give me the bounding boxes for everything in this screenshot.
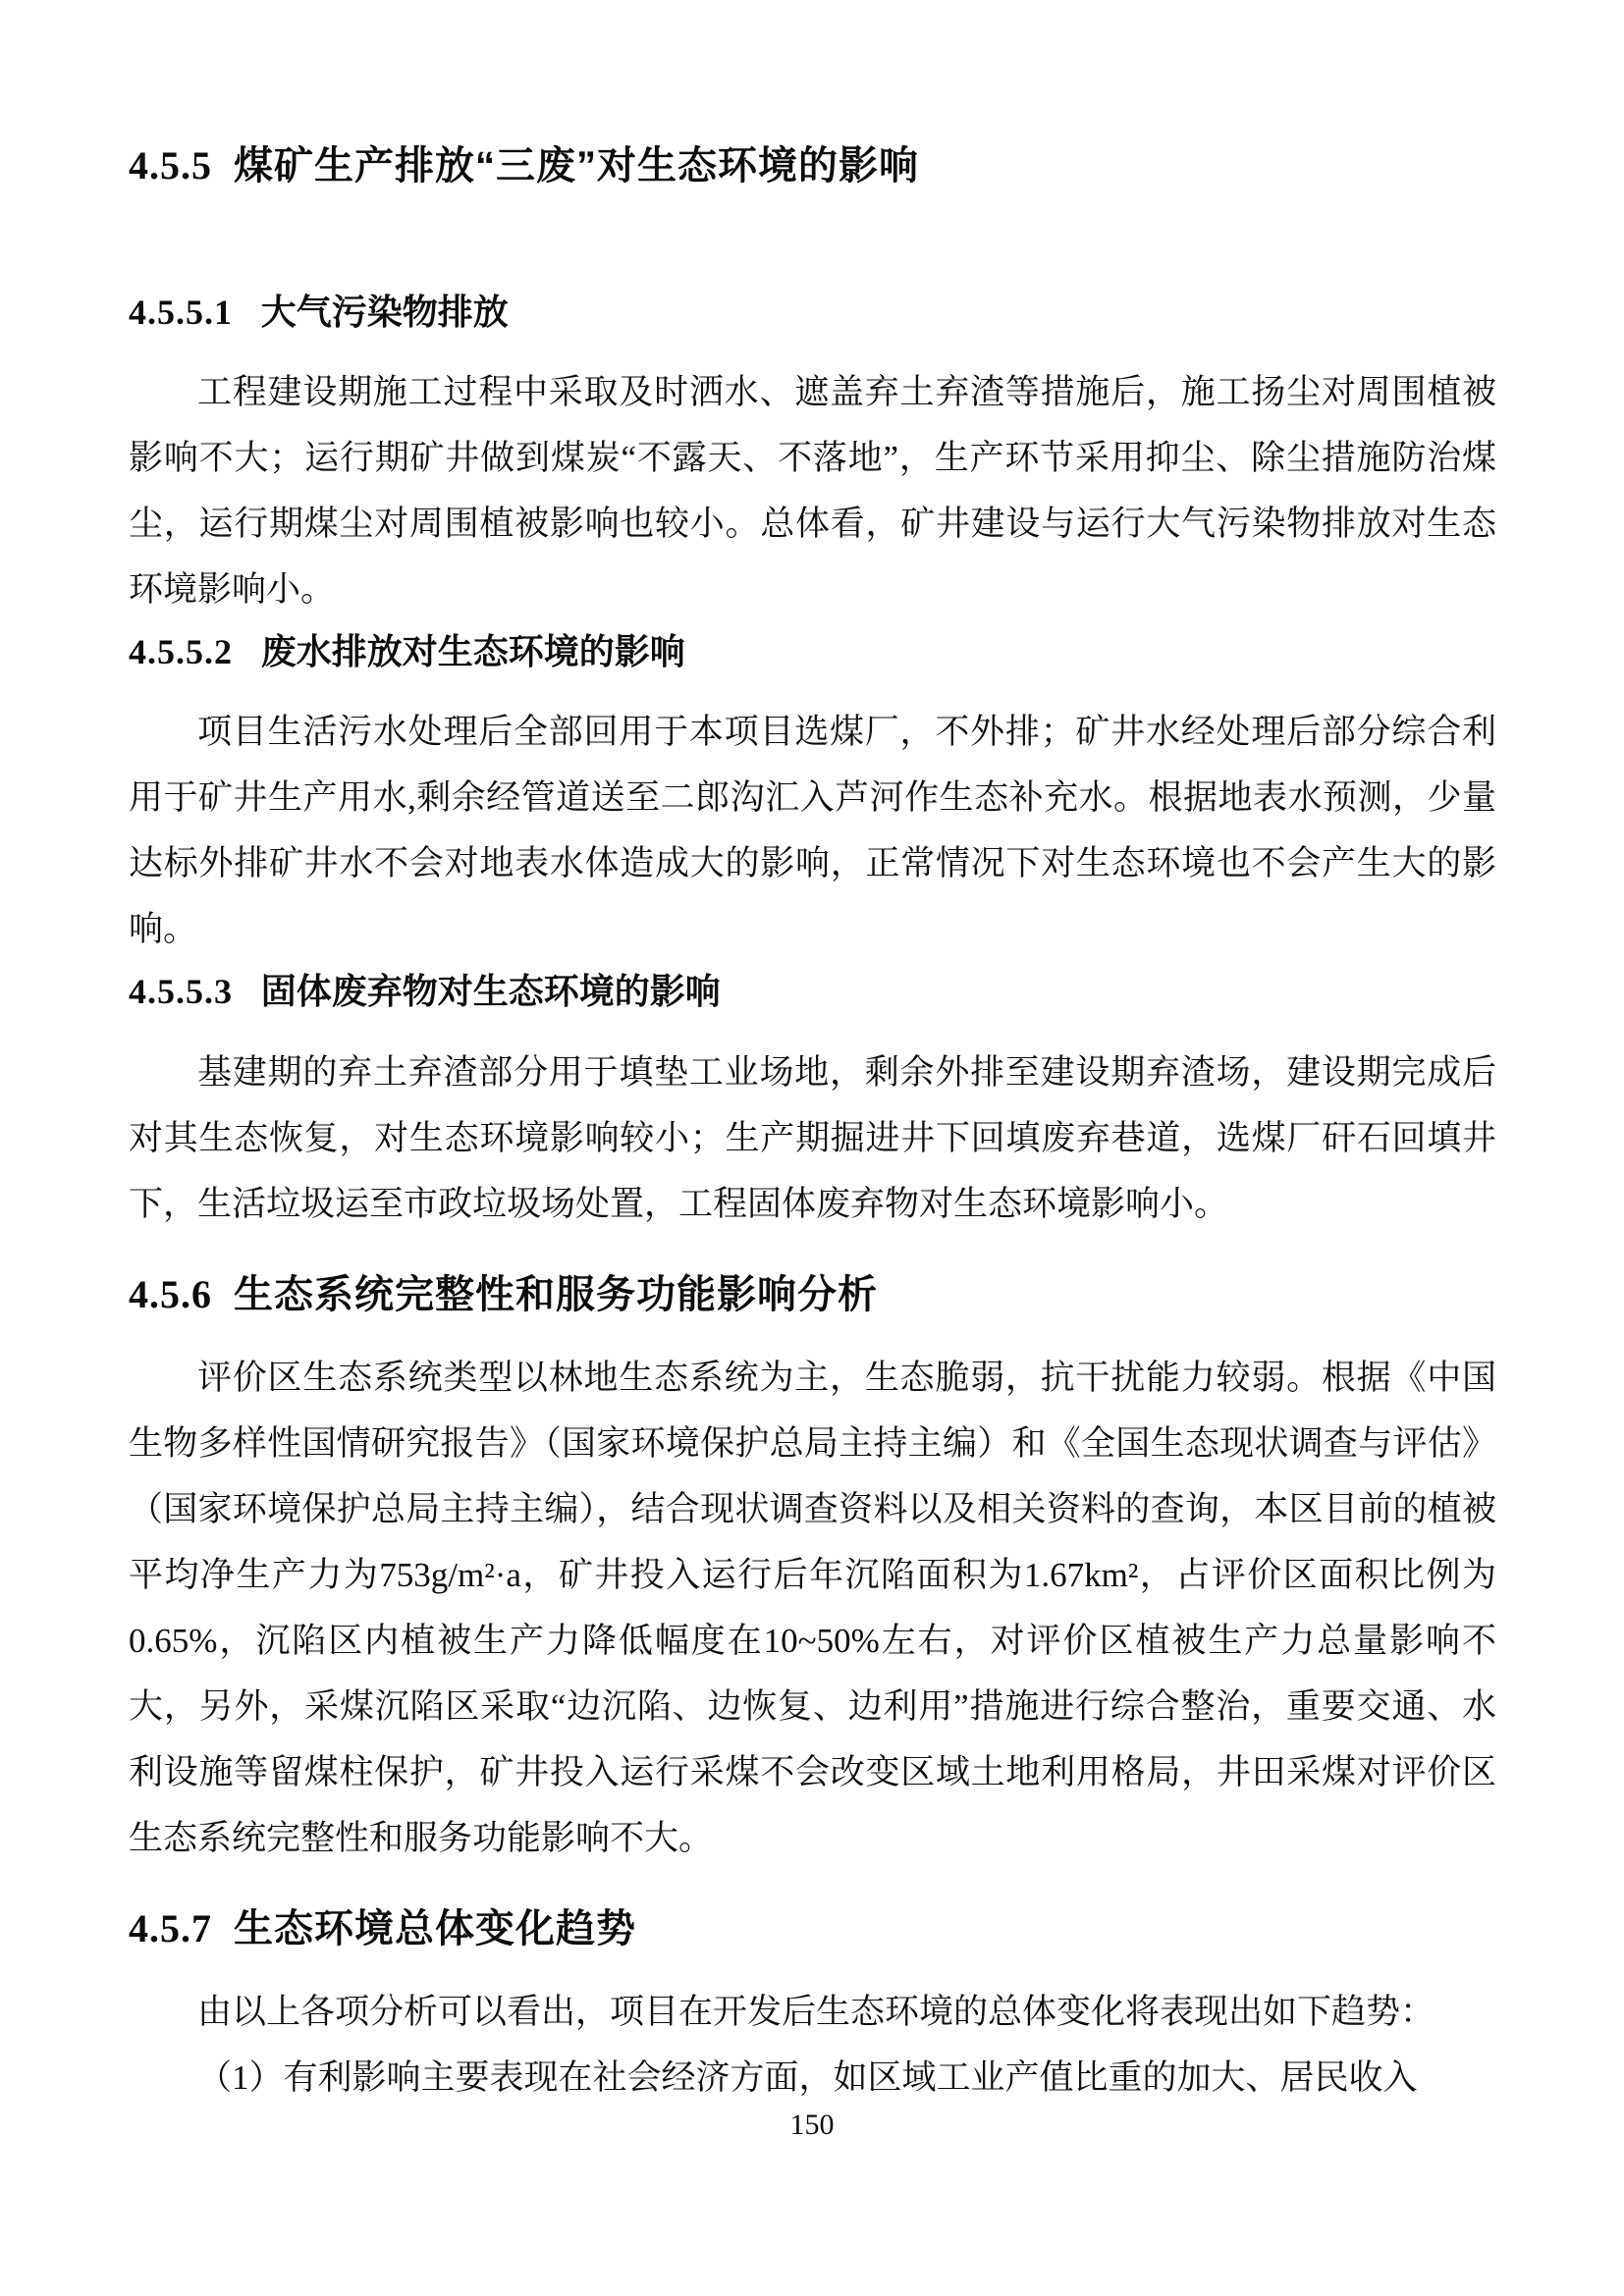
paragraph-trend-item-1: （1）有利影响主要表现在社会经济方面，如区域工业产值比重的加大、居民收入 bbox=[197, 2057, 1418, 2097]
subsection-heading-4-5-5-2 bbox=[129, 630, 1496, 673]
section-heading-4-5-7 bbox=[129, 1904, 1496, 1953]
page-number: 150 bbox=[789, 2109, 835, 2141]
subsection-title: 废水排放对生态环境的影响 bbox=[260, 631, 685, 672]
section-title: 生态系统完整性和服务功能影响分析 bbox=[234, 1272, 878, 1316]
subsection-number: 4.5.5.3 bbox=[129, 972, 233, 1012]
section-title: 煤矿生产排放“三废”对生态环境的影响 bbox=[234, 144, 919, 187]
section-heading-4-5-6 bbox=[129, 1270, 1496, 1319]
subsection-title: 固体废弃物对生态环境的影响 bbox=[260, 971, 721, 1012]
section-number: 4.5.7 bbox=[129, 1905, 212, 1950]
paragraph-air-pollutant-emission: 工程建设期施工过程中采取及时洒水、遮盖弃土弃渣等措施后，施工扬尘对周围植被影响不大；运行期矿井做到煤炭“不露天、不落地”，生产环节采用抑尘、除尘措施防治煤尘，运行期煤尘对周围植被影响也较小。总体看，矿井建设与运行大气污染物排放对生态环境影响小。 bbox=[129, 373, 1496, 610]
section-title: 生态环境总体变化趋势 bbox=[234, 1906, 636, 1950]
paragraph-ecosystem-integrity-analysis: 评价区生态系统类型以林地生态系统为主，生态脆弱，抗干扰能力较弱。根据《中国生物多样性国情研究报告》（国家环境保护总局主持主编）和《全国生态现状调查与评估》（国家环境保护总局主持主编），结合现状调查资料以及相关资料的查询，本区目前的植被平均净生产力为753g/m²·a，矿井投入运行后年沉陷面积为1.67km²，占评价区面积比例为0.65%，沉陷区内植被生产力降低幅度在10~50%左右，对评价区植被生产力总量影响不大，另外，采煤沉陷区采取“边沉陷、边恢复、边利用”措施进行综合整治，重要交通、水利设施等留煤柱保护，矿井投入运行采煤不会改变区域土地利用格局，井田采煤对评价区生态系统完整性和服务功能影响不大。 bbox=[129, 1358, 1496, 1857]
paragraph-wastewater-impact: 项目生活污水处理后全部回用于本项目选煤厂，不外排；矿井水经处理后部分综合利用于矿井生产用水,剩余经管道送至二郎沟汇入芦河作生态补充水。根据地表水预测，少量达标外排矿井水不会对地表水体造成大的影响，正常情况下对生态环境也不会产生大的影响。 bbox=[129, 713, 1496, 949]
subsection-heading-4-5-5-1 bbox=[129, 291, 1496, 334]
section-number: 4.5.6 bbox=[129, 1271, 212, 1316]
section-heading-4-5-5 bbox=[129, 141, 1496, 190]
section-number: 4.5.5 bbox=[129, 143, 212, 187]
subsection-title: 大气污染物排放 bbox=[260, 292, 509, 332]
paragraph-solid-waste-impact: 基建期的弃土弃渣部分用于填垫工业场地，剩余外排至建设期弃渣场，建设期完成后对其生态恢复，对生态环境影响较小；生产期掘进井下回填废弃巷道，选煤厂矸石回填井下，生活垃圾运至市政垃圾场处置，工程固体废弃物对生态环境影响小。 bbox=[129, 1052, 1496, 1223]
subsection-number: 4.5.5.2 bbox=[129, 632, 233, 672]
paragraph-trend-intro: 由以上各项分析可以看出，项目在开发后生态环境的总体变化将表现出如下趋势： bbox=[197, 1992, 1435, 2031]
subsection-heading-4-5-5-3 bbox=[129, 970, 1496, 1013]
subsection-number: 4.5.5.1 bbox=[129, 293, 233, 332]
